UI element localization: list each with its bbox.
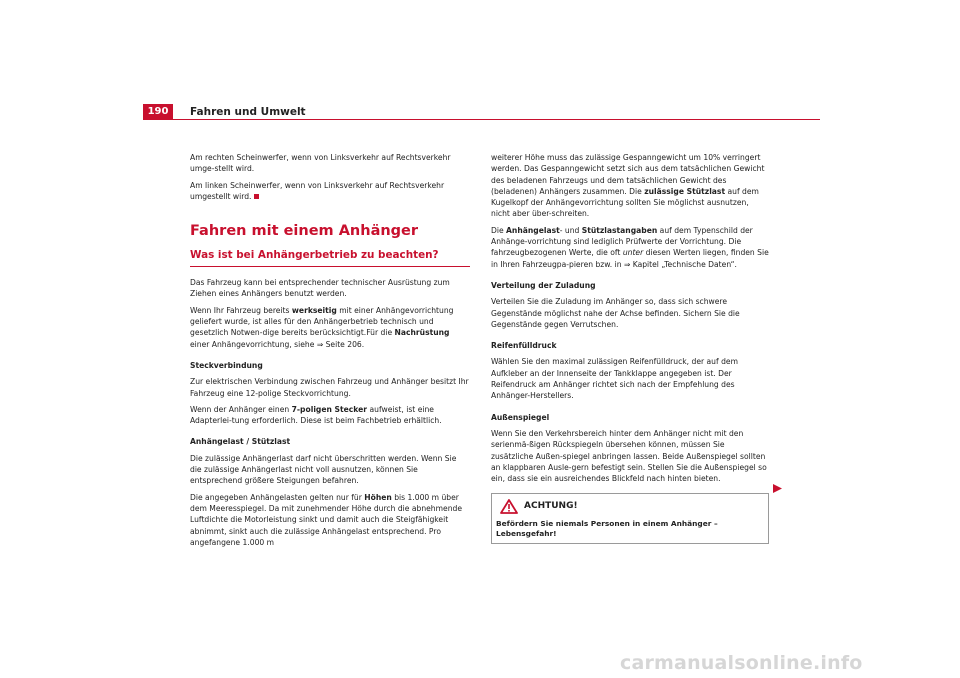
warning-text: Befördern Sie niemals Personen in einem Anhänger – Lebensgefahr!	[496, 519, 718, 539]
paragraph-factory-fitted	[190, 305, 470, 350]
text: Nachrüstung	[394, 328, 450, 338]
section-heading: Was ist bei Anhängerbetrieb zu beachten?	[190, 248, 470, 267]
paragraph-plug-2	[190, 404, 470, 427]
paragraph-trailer-use: Das Fahrzeug kann bei entsprechender technischer Ausrüstung zum Ziehen eines Anhängers benutzt werden.	[190, 278, 450, 299]
continue-arrow-icon	[773, 484, 782, 493]
paragraph-tyre-pressure: Wählen Sie den maximal zulässigen Reifenfülldruck, der auf dem Aufkleber an der Innenseite der Tankklappe angegeben ist. Der Reifendruck am Anhänger richtet sich nach der Empfehlung des Anhänger-Herstellers.	[491, 357, 738, 401]
chapter-heading: Fahren mit einem Anhänger	[190, 223, 419, 240]
text: Die angegeben Anhängelasten gelten nur für	[190, 492, 365, 502]
text: zulässige Stützlast	[644, 186, 726, 196]
text: auf dem Typenschild der Anhänge-vorrichtung sind lediglich Prüfwerte der Vorrichtung. Die fahrzeugbezogenen Werte, die oft	[491, 225, 753, 258]
warning-box	[491, 493, 769, 544]
text: auf dem Kugelkopf der Anhängevorrichtung sollten Sie möglichst ausnutzen, nicht aber über-schreiten.	[491, 186, 759, 219]
paragraph-load-2	[190, 492, 470, 548]
text: Wenn Ihr Fahrzeug bereits	[190, 305, 292, 315]
paragraph-plug-1: Zur elektrischen Verbindung zwischen Fahrzeug und Anhänger besitzt Ihr Fahrzeug eine 12-polige Steckvorrichtung.	[190, 377, 469, 398]
text: mit einer Anhängevorrichtung geliefert wurde, ist alles für den Anhängerbetrieb technisch und gesetzlich Notwen-dige bereits berücksichtigt.Für die	[190, 305, 454, 338]
chapter-reference-link[interactable]: diesen Werten liegen, finden Sie in Ihren Fahrzeugpa-pieren bzw. in ⇒ Kapitel „Technische Daten“.	[491, 248, 769, 269]
intro-paragraph-1: Am rechten Scheinwerfer, wenn von Linksverkehr auf Rechtsverkehr umge-stellt wird.	[190, 153, 451, 174]
text: Anhängelast	[506, 225, 560, 235]
subsection-title-load: Anhängelast / Stützlast	[190, 437, 291, 447]
text: unter	[622, 248, 644, 258]
paragraph-mirrors: Wenn Sie den Verkehrsbereich hinter dem Anhänger nicht mit den serienmä-ßigen Rückspiegeln übersehen können, müssen Sie zusätzliche Außen-spiegel anbringen lassen. Beide Außenspiegel sollten an klappbaren Ausle-gern befestigt sein. Stellen Sie die Außenspiegel so ein, dass sie ein ausreichendes Blickfeld nach hinten bieten.	[491, 428, 767, 484]
paragraph-type-plate	[491, 225, 769, 270]
warning-header	[492, 494, 768, 518]
paragraph-weight	[491, 152, 769, 220]
text: Stützlastangaben	[581, 225, 658, 235]
watermark: carmanualsonline.info	[620, 652, 863, 674]
header-rule	[143, 119, 820, 120]
text: Die	[491, 225, 507, 235]
text: 7-poligen Stecker	[291, 404, 368, 414]
text: aufweist, ist eine Adapterlei-tung erforderlich. Diese ist beim Fachbetrieb erhältlich.	[190, 404, 442, 426]
text: werkseitig	[291, 305, 337, 315]
page-reference-link[interactable]: einer Anhängevorrichtung, siehe ⇒ Seite 206.	[190, 339, 365, 349]
intro-paragraph-2	[190, 180, 470, 203]
subsection-title-distribution: Verteilung der Zuladung	[491, 280, 596, 290]
text: bis 1.000 m über dem Meeresspiegel. Da mit zunehmender Höhe durch die abnehmende Luftdichte die Motorleistung sinkt und damit auch die Steigfähigkeit abnimmt, sinkt auch die zulässige Anhängelast entsprechend. Pro angefangene 1.000 m	[190, 492, 462, 547]
intro-paragraph-2-text: Am linken Scheinwerfer, wenn von Linksverkehr auf Rechtsverkehr umgestellt wird.	[190, 180, 445, 201]
subsection-title-tyre-pressure: Reifenfülldruck	[491, 341, 557, 351]
left-column	[190, 152, 470, 553]
text: - und	[559, 225, 582, 235]
section-end-marker-icon	[254, 194, 259, 199]
subsection-title-mirrors: Außenspiegel	[491, 412, 550, 422]
paragraph-distribution: Verteilen Sie die Zuladung im Anhänger so, dass sich schwere Gegenstände möglichst nahe der Achse befinden. Sichern Sie die Gegenstände gegen Verrutschen.	[491, 297, 740, 329]
warning-triangle-icon	[500, 499, 518, 514]
page-number: 190	[143, 104, 173, 120]
text: Höhen	[364, 492, 392, 502]
subsection-title-plug: Steckverbindung	[190, 360, 263, 370]
page-header-title: Fahren und Umwelt	[190, 106, 306, 118]
paragraph-load-1: Die zulässige Anhängerlast darf nicht überschritten werden. Wenn Sie die zulässige Anhängerlast nicht voll ausnutzen, können Sie entsprechend größere Steigungen befahren.	[190, 453, 457, 486]
text: weiterer Höhe muss das zulässige Gespanngewicht um 10% verringert werden. Das Gespanngewicht setzt sich aus dem tatsächlichen Gewicht des beladenen Fahrzeugs und dem tatsächlichen Gewicht des (beladenen) Anhängers zusammen. Die	[491, 153, 765, 196]
text: Wenn der Anhänger einen	[190, 404, 292, 414]
right-column	[491, 152, 769, 544]
warning-title: ACHTUNG!	[524, 501, 578, 512]
